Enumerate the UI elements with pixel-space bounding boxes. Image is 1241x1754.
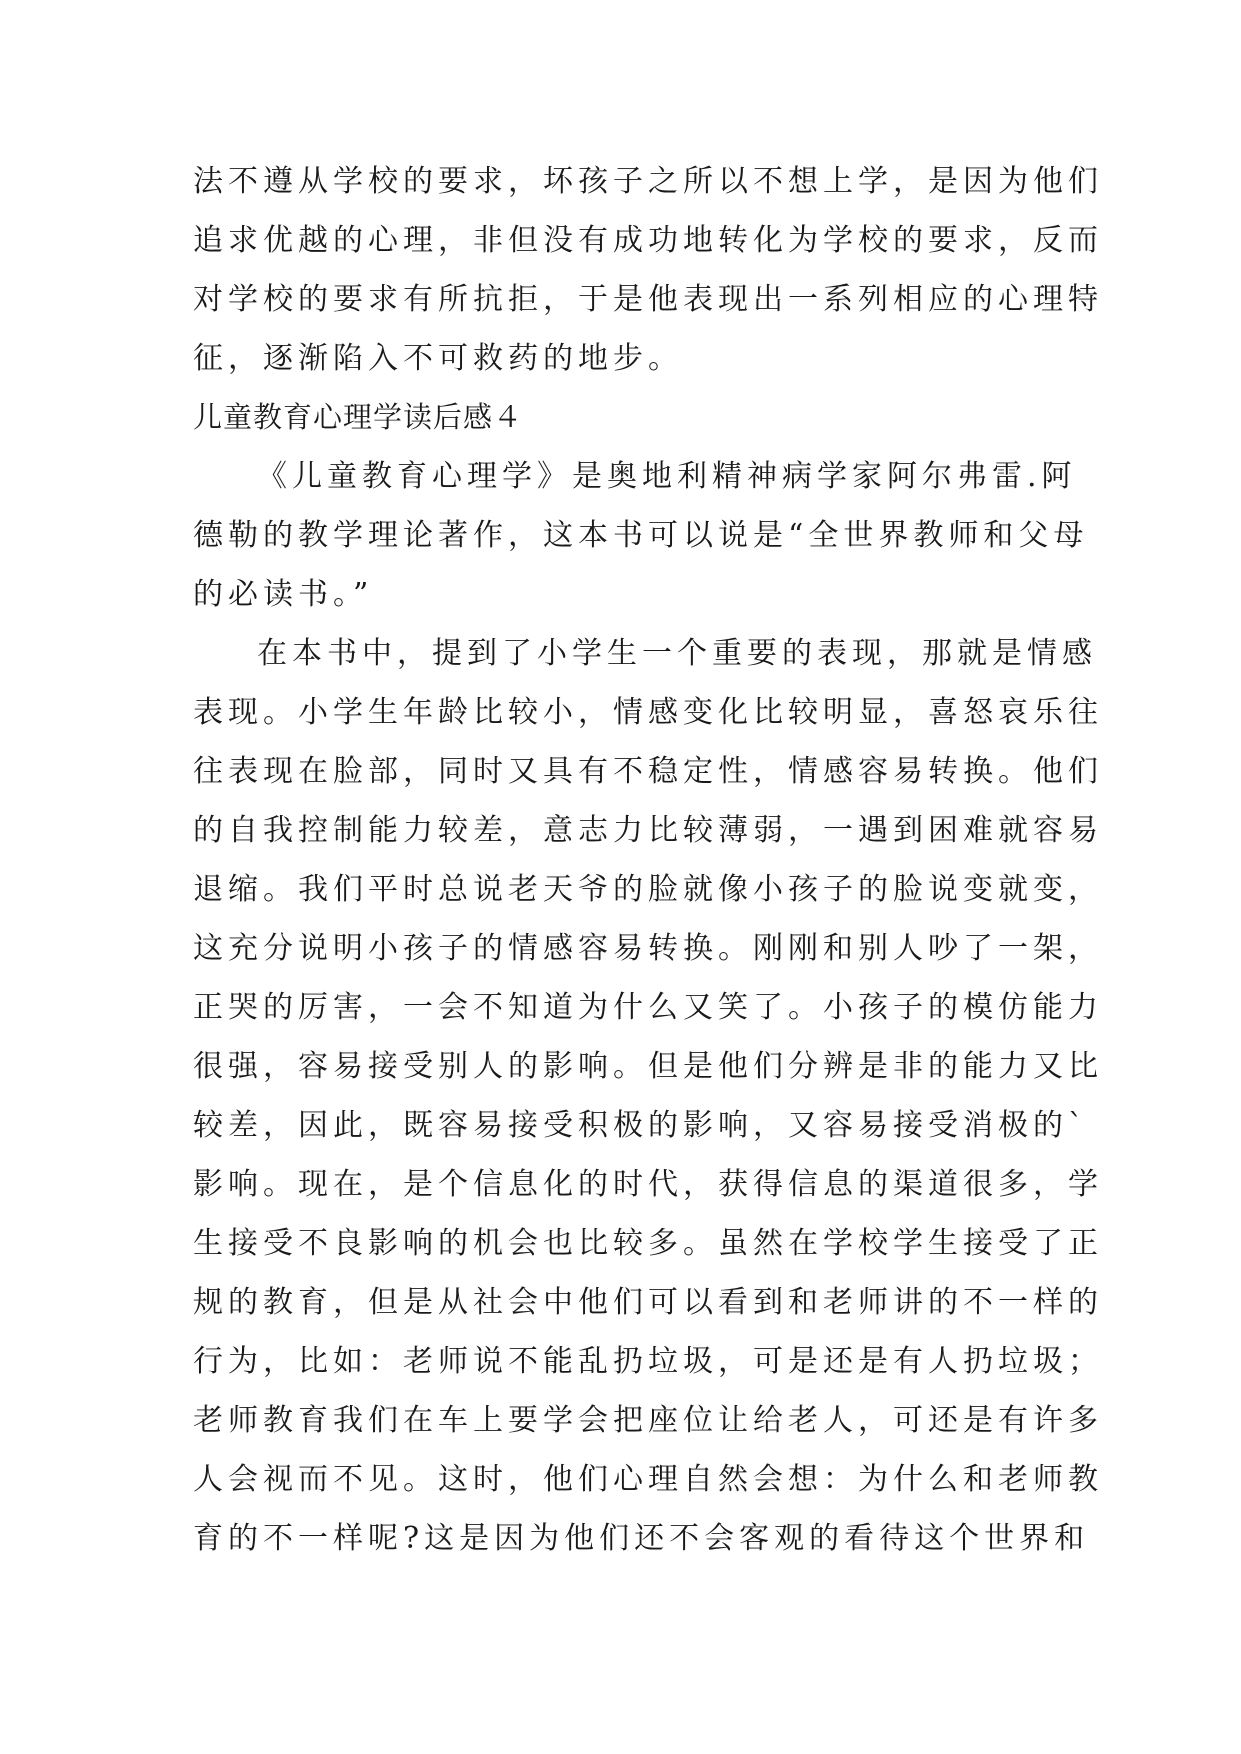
text-line: 德勒的教学理论著作，这本书可以说是“全世界教师和父母 (193, 518, 1089, 553)
text-line: 这充分说明小孩子的情感容易转换。刚刚和别人吵了一架， (193, 931, 1103, 966)
section-title: 儿童教育心理学读后感４ (193, 400, 524, 434)
text-line: 影响。现在，是个信息化的时代，获得信息的渠道很多，学 (193, 1167, 1103, 1202)
text-line: 征，逐渐陷入不可救药的地步。 (193, 341, 683, 376)
text-line: 法不遵从学校的要求，坏孩子之所以不想上学，是因为他们 (193, 164, 1103, 199)
text-line: 较差，因此，既容易接受积极的影响，又容易接受消极的` (193, 1108, 1088, 1143)
text-line: 对学校的要求有所抗拒，于是他表现出一系列相应的心理特 (193, 282, 1103, 317)
text-line: 生接受不良影响的机会也比较多。虽然在学校学生接受了正 (193, 1226, 1103, 1261)
text-line: 的自我控制能力较差，意志力比较薄弱，一遇到困难就容易 (193, 813, 1103, 848)
text-line: 行为，比如：老师说不能乱扔垃圾，可是还是有人扔垃圾； (193, 1344, 1103, 1379)
text-line: 的必读书。” (193, 577, 374, 612)
text-line: 老师教育我们在车上要学会把座位让给老人，可还是有许多 (193, 1403, 1103, 1438)
text-line: 表现。小学生年龄比较小，情感变化比较明显，喜怒哀乐往 (193, 695, 1103, 730)
body-paragraph (193, 624, 1103, 1568)
text-line: 很强，容易接受别人的影响。但是他们分辨是非的能力又比 (193, 1049, 1103, 1084)
text-line: 往表现在脸部，同时又具有不稳定性，情感容易转换。他们 (193, 754, 1103, 789)
text-line: 育的不一样呢?这是因为他们还不会客观的看待这个世界和 (193, 1521, 1090, 1556)
text-line: 人会视而不见。这时，他们心理自然会想：为什么和老师教 (193, 1462, 1103, 1497)
text-line: 正哭的厉害，一会不知道为什么又笑了。小孩子的模仿能力 (193, 990, 1103, 1025)
text-line: 在本书中，提到了小学生一个重要的表现，那就是情感 (257, 636, 1097, 671)
text-line: 《儿童教育心理学》是奥地利精神病学家阿尔弗雷.阿 (257, 459, 1077, 494)
text-line: 退缩。我们平时总说老天爷的脸就像小孩子的脸说变就变， (193, 872, 1103, 907)
intro-paragraph (193, 447, 1089, 624)
text-line: 规的教育，但是从社会中他们可以看到和老师讲的不一样的 (193, 1285, 1103, 1320)
text-line: 追求优越的心理，非但没有成功地转化为学校的要求，反而 (193, 223, 1103, 258)
continuation-paragraph (193, 152, 1103, 388)
document-page (193, 152, 1103, 1568)
